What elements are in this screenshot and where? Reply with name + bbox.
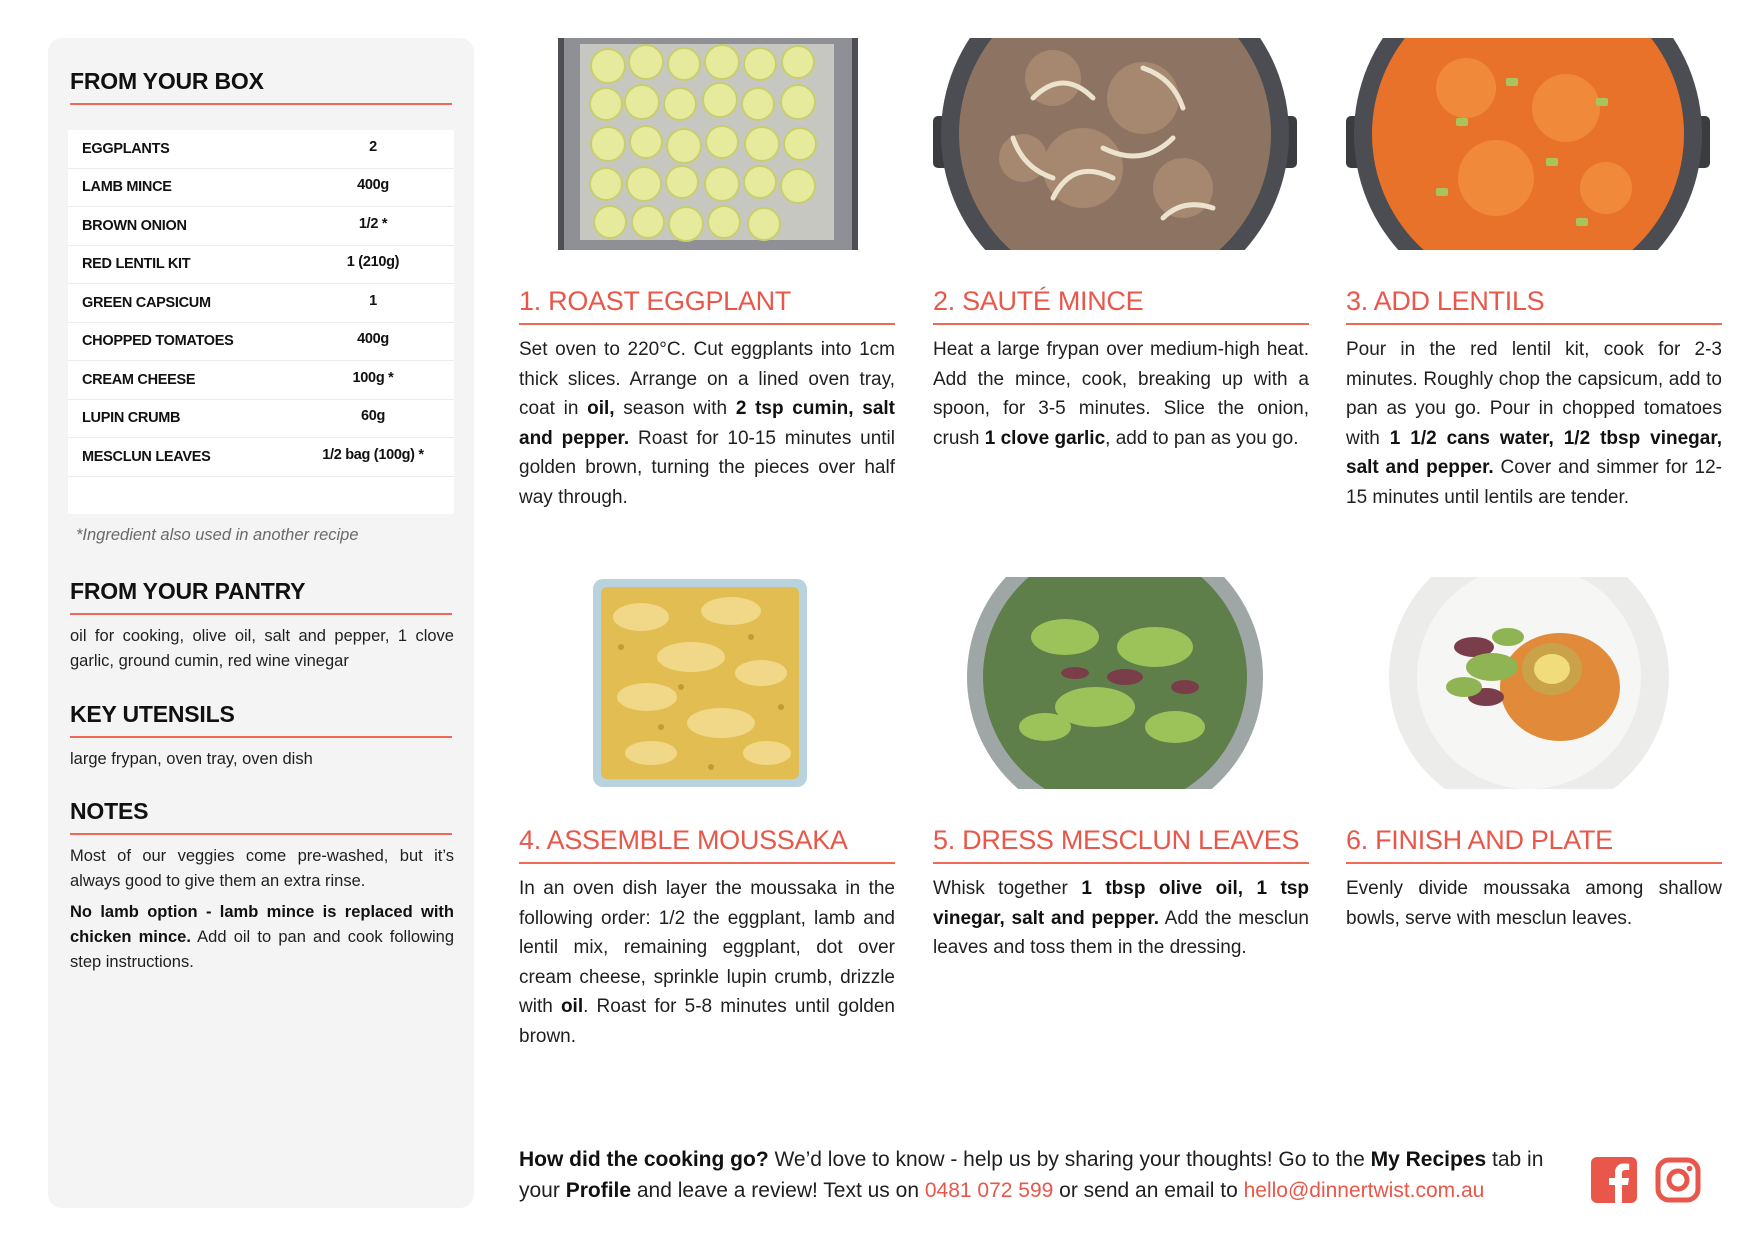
step-5-photo: [965, 577, 1265, 789]
table-row: [68, 438, 454, 477]
plated-moussaka-image: [1388, 577, 1670, 789]
bold-text: 1 tbsp olive oil, 1 tsp vinegar, salt and pepper.: [933, 878, 1310, 929]
feedback-footer: [519, 1144, 1579, 1206]
table-row: [68, 284, 454, 323]
text-run: , add to pan as you go.: [1105, 427, 1299, 449]
bold-text: 2 tsp cumin, salt and pepper.: [519, 398, 895, 449]
contact-link[interactable]: 0481 072 599: [924, 1179, 1054, 1202]
pantry-title: FROM YOUR PANTRY: [70, 578, 452, 615]
step-2-text: [933, 335, 1309, 453]
step-4-title: 4. ASSEMBLE MOUSSAKA: [519, 825, 895, 864]
bold-text: How did the cooking go?: [519, 1148, 769, 1171]
bold-text: My Recipes: [1370, 1148, 1487, 1171]
ingredient-qty: 400g: [357, 331, 389, 348]
instagram-icon[interactable]: [1655, 1157, 1701, 1203]
ingredient-qty: 1 (210g): [346, 254, 400, 271]
text-run: Set oven to 220°C. Cut eggplants into 1cm thick slices. Arrange on a lined oven tray, coat in: [519, 339, 895, 419]
lentil-pan-image: [1346, 38, 1710, 250]
roasted-eggplant-tray-image: [544, 38, 872, 250]
step-5-text: [933, 874, 1309, 963]
step-6-text: [1346, 874, 1722, 933]
step-5-title: 5. DRESS MESCLUN LEAVES: [933, 825, 1309, 864]
text-run: tab in your: [519, 1148, 1544, 1202]
step-6-title: 6. FINISH AND PLATE: [1346, 825, 1722, 864]
table-row: [68, 169, 454, 208]
pantry-text: oil for cooking, olive oil, salt and pepper, 1 clove garlic, ground cumin, red wine vinegar: [70, 627, 454, 670]
ingredient-name: EGGPLANTS: [82, 140, 170, 157]
ingredient-qty: 60g: [360, 408, 386, 425]
text-run: Whisk together: [933, 878, 1082, 899]
notes-para-1: Most of our veggies come pre-washed, but it’s always good to give them an extra rinse.: [70, 847, 454, 890]
step-1: [519, 38, 895, 538]
table-row: [68, 323, 454, 362]
utensils-text: large frypan, oven tray, oven dish: [70, 750, 313, 768]
text-run: Cover and simmer for 12-15 minutes until lentils are tender.: [1346, 457, 1722, 508]
notes-para-2-bold: No lamb option - lamb mince is replaced with chicken mince.: [70, 903, 454, 946]
box-footnote: *Ingredient also used in another recipe: [76, 526, 359, 544]
utensils-title: KEY UTENSILS: [70, 701, 452, 738]
ingredient-qty: 1/2 bag (100g) *: [322, 446, 424, 463]
table-row: [68, 246, 454, 285]
ingredient-name: MESCLUN LEAVES: [82, 448, 211, 465]
step-2-title: 2. SAUTÉ MINCE: [933, 286, 1309, 325]
table-row: [68, 130, 454, 169]
table-row: [68, 207, 454, 246]
ingredient-name: CHOPPED TOMATOES: [82, 333, 234, 350]
ingredient-qty: 1: [369, 292, 377, 309]
text-run: In an oven dish layer the moussaka in the following order: 1/2 the eggplant, lamb and lentil mix, remaining eggplant, dot over cream cheese, sprinkle lupin crumb, drizzle with: [519, 878, 895, 1017]
notes-title: NOTES: [70, 798, 452, 835]
step-3-photo: [1346, 38, 1710, 250]
step-2: [933, 38, 1309, 538]
text-run: Evenly divide moussaka among shallow bowls, serve with mesclun leaves.: [1346, 878, 1722, 929]
step-6: [1346, 577, 1722, 1077]
bold-text: 1 clove garlic: [984, 427, 1106, 449]
step-1-text: [519, 335, 895, 512]
bold-text: 1 1/2 cans water, 1/2 tbsp vinegar, salt and pepper.: [1346, 427, 1722, 478]
box-title: FROM YOUR BOX: [70, 68, 452, 105]
step-4-text: [519, 874, 895, 1051]
contact-link[interactable]: hello@dinnertwist.com.au: [1243, 1179, 1485, 1202]
step-4: [519, 577, 895, 1077]
ingredients-panel: [48, 38, 474, 1208]
ingredients-table: [68, 130, 454, 514]
step-4-photo: [591, 577, 809, 789]
step-6-photo: [1388, 577, 1670, 789]
bold-text: oil,: [587, 398, 615, 419]
table-row: [68, 361, 454, 400]
notes-para-2: [70, 900, 454, 975]
facebook-icon[interactable]: [1591, 1157, 1637, 1203]
text-run: We’d love to know - help us by sharing your thoughts! Go to the: [768, 1148, 1371, 1171]
step-1-photo: [544, 38, 872, 250]
ingredient-name: CREAM CHEESE: [82, 371, 196, 388]
moussaka-dish-image: [591, 577, 809, 789]
text-run: . Roast for 5-8 minutes until golden brown.: [519, 996, 895, 1047]
text-run: Heat a large frypan over medium-high heat. Add the mince, cook, breaking up with a spoon, for 3-5 minutes. Slice the onion, crush: [933, 339, 1309, 449]
ingredient-qty: 2: [369, 138, 377, 155]
table-row: [68, 400, 454, 439]
text-run: Pour in the red lentil kit, cook for 2-3 minutes. Roughly chop the capsicum, add to pan as you go. Pour in chopped tomatoes with: [1346, 339, 1722, 449]
text-run: or send an email to: [1053, 1179, 1244, 1202]
step-2-photo: [933, 38, 1297, 250]
bold-text: Profile: [565, 1179, 632, 1202]
ingredient-name: LUPIN CRUMB: [82, 410, 181, 427]
ingredient-qty: 100g *: [352, 369, 394, 386]
ingredient-name: RED LENTIL KIT: [82, 256, 191, 273]
text-run: Roast for 10-15 minutes until golden brown, turning the pieces over half way through.: [519, 427, 895, 508]
ingredient-qty: 1/2 *: [358, 215, 388, 232]
text-run: Add the mesclun leaves and toss them in the dressing.: [933, 907, 1309, 958]
text-run: season with: [614, 398, 736, 419]
mince-frypan-image: [933, 38, 1297, 250]
mesclun-bowl-image: [965, 577, 1265, 789]
step-3: [1346, 38, 1722, 538]
ingredient-name: LAMB MINCE: [82, 179, 172, 196]
step-5: [933, 577, 1309, 1077]
step-1-title: 1. ROAST EGGPLANT: [519, 286, 895, 325]
step-3-text: [1346, 335, 1722, 512]
bold-text: oil: [560, 996, 584, 1017]
notes-para-2-rest: Add oil to pan and cook following step instructions.: [70, 928, 454, 971]
ingredient-name: BROWN ONION: [82, 217, 187, 234]
text-run: and leave a review! Text us on: [631, 1179, 925, 1202]
ingredient-qty: 400g: [357, 177, 389, 194]
step-3-title: 3. ADD LENTILS: [1346, 286, 1722, 325]
ingredient-name: GREEN CAPSICUM: [82, 294, 211, 311]
